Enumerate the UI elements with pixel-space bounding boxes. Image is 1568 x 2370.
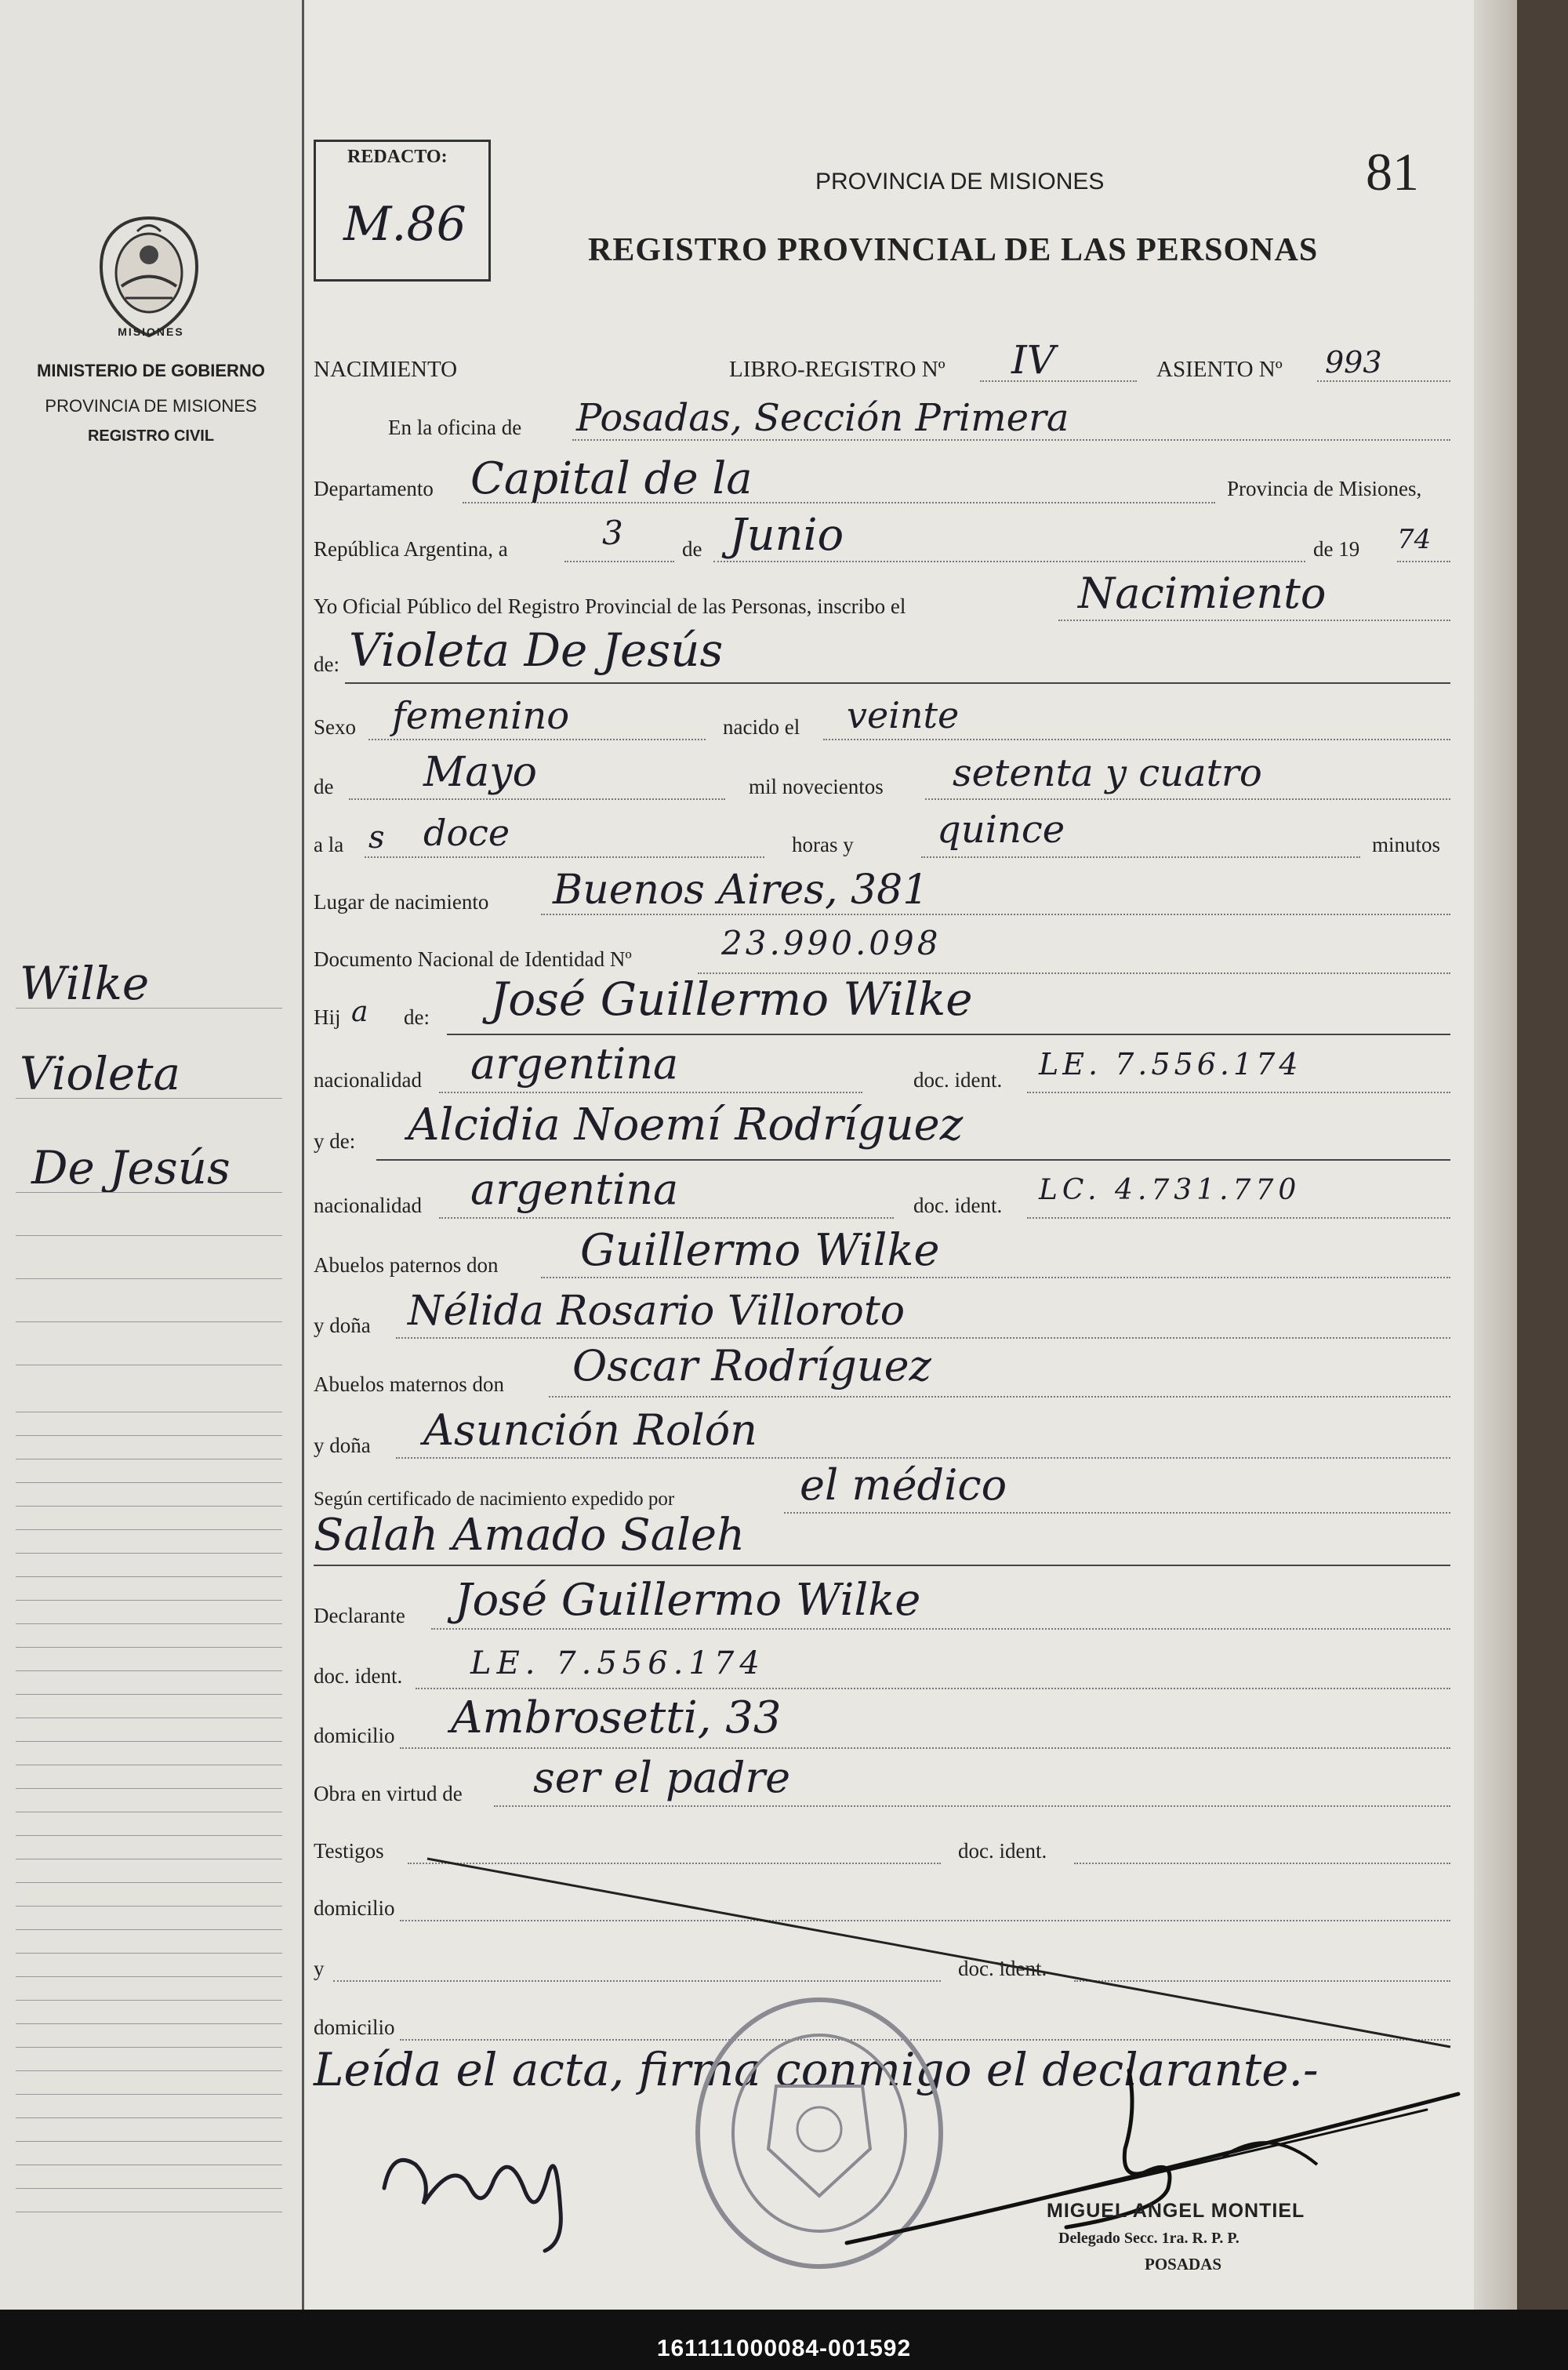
de-label: de — [682, 537, 702, 561]
a-la-suffix: s — [368, 820, 385, 856]
stamp-name: MIGUEL ANGEL MONTIEL — [1047, 2200, 1305, 2222]
libro-label: LIBRO-REGISTRO Nº — [729, 357, 946, 382]
abuelo-paterno-value: Guillermo Wilke — [580, 1225, 940, 1276]
hij-de-label: de: — [404, 1005, 430, 1029]
testigo2-domicilio-label: domicilio — [314, 2016, 395, 2039]
redacto-value: M.86 — [343, 197, 466, 252]
certificado-label: Según certificado de nacimiento expedido por — [314, 1489, 675, 1510]
obra-label: Obra en virtud de — [314, 1782, 463, 1805]
document-id: 161111000084-001592 — [656, 2335, 912, 2361]
nacimiento-label: NACIMIENTO — [314, 357, 458, 382]
dia-value: 3 — [602, 514, 623, 552]
doc-madre-label: doc. ident. — [913, 1194, 1003, 1217]
testigo2-label: y — [314, 1957, 325, 1980]
hora-value: doce — [423, 812, 510, 854]
padre-nacionalidad-value: argentina — [470, 1039, 679, 1089]
abuelo-materno-value: Oscar Rodríguez — [572, 1341, 931, 1390]
padre-value: José Guillermo Wilke — [490, 972, 973, 1026]
provincia-label: Provincia de Misiones, — [1227, 477, 1422, 500]
dni-label: Documento Nacional de Identidad Nº — [314, 947, 632, 971]
inscribo-value: Nacimiento — [1078, 569, 1327, 618]
medico-value: Salah Amado Saleh — [314, 1510, 746, 1561]
de-mes-label: de — [314, 775, 334, 798]
closing-text: Leída el acta, firma conmigo el declarante.- — [314, 2043, 1319, 2096]
mil-label: mil novecientos — [749, 775, 884, 798]
madre-nacionalidad-value: argentina — [470, 1165, 679, 1214]
libro-value: IV — [1011, 337, 1055, 383]
ministry-line3: REGISTRO CIVIL — [87, 427, 215, 445]
asiento-label: ASIENTO Nº — [1156, 357, 1283, 382]
testigo1-domicilio-label: domicilio — [314, 1896, 395, 1920]
nacido-anio-value: setenta y cuatro — [953, 751, 1262, 795]
padre-doc-value: LE. 7.556.174 — [1039, 1047, 1302, 1081]
de-nombre-label: de: — [314, 652, 339, 676]
stamp-city: POSADAS — [1145, 2255, 1222, 2274]
margin-rule — [16, 1008, 282, 1009]
y-de-label: y de: — [314, 1129, 356, 1153]
ministry-line1: MINISTERIO DE GOBIERNO — [37, 361, 265, 380]
margin-middlename: De Jesús — [31, 1141, 230, 1194]
nombre-value: Violeta De Jesús — [349, 623, 724, 677]
dona-paterna-label: y doña — [314, 1314, 371, 1337]
margin-column — [0, 0, 304, 2310]
lugar-value: Buenos Aires, 381 — [553, 867, 929, 914]
nacido-dia-value: veinte — [847, 694, 960, 736]
province-header: PROVINCIA DE MISIONES — [815, 169, 1105, 194]
abuela-paterna-value: Nélida Rosario Villoroto — [408, 1288, 906, 1335]
lugar-label: Lugar de nacimiento — [314, 890, 489, 914]
hij-suffix: a — [351, 996, 368, 1028]
declarante-label: Declarante — [314, 1604, 405, 1627]
nacionalidad-madre-label: nacionalidad — [314, 1194, 422, 1217]
certificado-value: el médico — [800, 1460, 1007, 1510]
minutos-value: quince — [937, 808, 1065, 852]
declarante-doc-label: doc. ident. — [314, 1664, 403, 1688]
minutos-label: minutos — [1372, 833, 1441, 856]
dona-materna-label: y doña — [314, 1434, 371, 1457]
oficina-label: En la oficina de — [388, 416, 522, 439]
margin-rule — [16, 1192, 282, 1193]
yo-oficial-label: Yo Oficial Público del Registro Provincial de las Personas, inscribo el — [314, 594, 906, 618]
dni-value: 23.990.098 — [721, 924, 942, 962]
redacto-label: REDACTO: — [347, 147, 448, 167]
testigos-label: Testigos — [314, 1839, 384, 1863]
hij-label: Hij — [314, 1005, 341, 1029]
page-title: REGISTRO PROVINCIAL DE LAS PERSONAS — [588, 232, 1319, 268]
page-number: 81 — [1366, 142, 1419, 202]
abuela-materna-value: Asunción Rolón — [423, 1405, 757, 1455]
republica-label: República Argentina, a — [314, 537, 508, 561]
departamento-label: Departamento — [314, 477, 434, 500]
page-edge — [1474, 0, 1517, 2310]
margin-surname: Wilke — [20, 957, 150, 1010]
horas-label: horas y — [792, 833, 854, 856]
nacido-mes-value: Mayo — [423, 749, 537, 796]
abuelos-paternos-label: Abuelos paternos don — [314, 1253, 499, 1277]
doc-padre-label: doc. ident. — [913, 1068, 1003, 1092]
sexo-value: femenino — [392, 694, 570, 738]
nacido-label: nacido el — [723, 715, 800, 739]
ministry-line2: PROVINCIA DE MISIONES — [45, 396, 257, 416]
declarante-value: José Guillermo Wilke — [455, 1575, 921, 1626]
oficina-value: Posadas, Sección Primera — [576, 396, 1069, 440]
nacionalidad-padre-label: nacionalidad — [314, 1068, 422, 1092]
madre-doc-value: LC. 4.731.770 — [1039, 1174, 1301, 1206]
anio-value: 74 — [1397, 524, 1432, 555]
coat-of-arms-icon — [90, 212, 208, 341]
registrant-signature-icon — [368, 2117, 604, 2259]
de19-label: de 19 — [1313, 537, 1360, 561]
abuelos-maternos-label: Abuelos maternos don — [314, 1372, 504, 1396]
seal-caption: MISIONES — [118, 325, 184, 338]
obra-value: ser el padre — [533, 1753, 791, 1802]
mes-value: Junio — [729, 510, 844, 561]
departamento-value: Capital de la — [470, 453, 753, 504]
madre-value: Alcidia Noemí Rodríguez — [408, 1100, 964, 1150]
asiento-value: 993 — [1325, 345, 1382, 380]
testigo2-doc-label: doc. ident. — [958, 1957, 1047, 1980]
declarante-domicilio-value: Ambrosetti, 33 — [451, 1692, 782, 1743]
declarante-doc-value: LE. 7.556.174 — [470, 1645, 765, 1681]
declarante-domicilio-label: domicilio — [314, 1724, 395, 1747]
margin-rule — [16, 1098, 282, 1099]
a-la-label: a la — [314, 833, 344, 856]
sexo-label: Sexo — [314, 715, 356, 739]
margin-firstname: Violeta — [20, 1047, 181, 1100]
testigo1-doc-label: doc. ident. — [958, 1839, 1047, 1863]
redacto-box — [314, 140, 491, 282]
stamp-role: Delegado Secc. 1ra. R. P. P. — [1058, 2230, 1240, 2247]
